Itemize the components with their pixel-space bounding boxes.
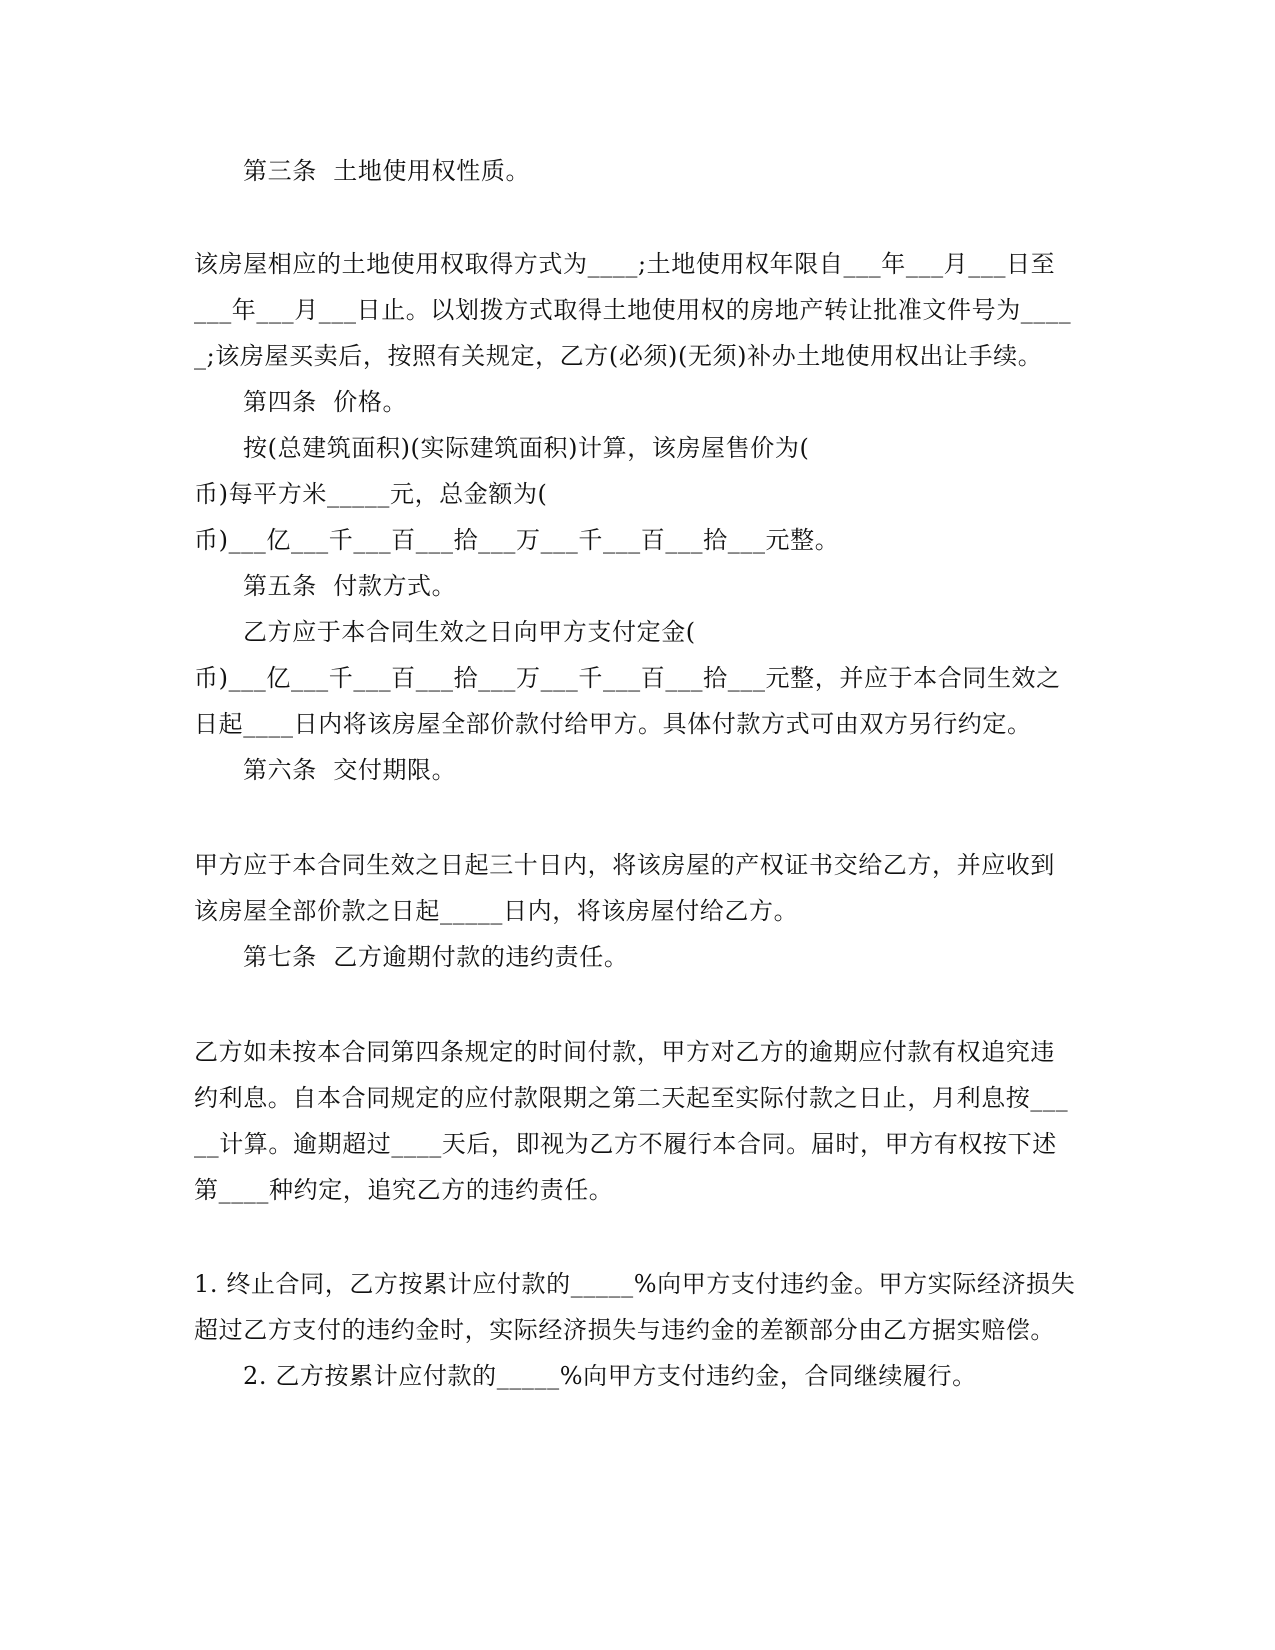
clause-1-line-2: 超过乙方支付的违约金时，实际经济损失与违约金的差额部分由乙方据实赔偿。 [194,1316,1055,1344]
article-3-line-1: 该房屋相应的土地使用权取得方式为____;土地使用权年限自___年___月___日至 [194,250,1056,278]
article-3-line-3: _;该房屋买卖后，按照有关规定，乙方(必须)(无须)补办土地使用权出让手续。 [194,342,1043,370]
article-4-line-1: 按(总建筑面积)(实际建筑面积)计算，该房屋售价为( [243,434,810,462]
article-4-line-2: 币)每平方米_____元，总金额为( [194,480,548,508]
article-5-line-2: 币)___亿___千___百___拾___万___千___百___拾___元整，并应于本合同生效之 [194,664,1061,692]
article-7-line-4: 第____种约定，追究乙方的违约责任。 [194,1176,614,1204]
article-6-line-2: 该房屋全部价款之日起_____日内，将该房屋付给乙方。 [194,897,799,925]
article-7-line-3: __计算。逾期超过____天后，即视为乙方不履行本合同。届时，甲方有权按下述 [194,1130,1057,1158]
clause-2-line-1: 2. 乙方按累计应付款的_____%向甲方支付违约金，合同继续履行。 [243,1362,977,1390]
article-7-line-1: 乙方如未按本合同第四条规定的时间付款，甲方对乙方的逾期应付款有权追究违 [194,1038,1055,1066]
article-3-line-2: ___年___月___日止。以划拨方式取得土地使用权的房地产转让批准文件号为____ [194,296,1072,324]
article-5-heading: 第五条 付款方式。 [243,572,457,600]
article-4-line-3: 币)___亿___千___百___拾___万___千___百___拾___元整。 [194,526,840,554]
article-5-line-3: 日起____日内将该房屋全部价款付给甲方。具体付款方式可由双方另行约定。 [194,710,1032,738]
article-6-heading: 第六条 交付期限。 [243,756,457,784]
article-7-heading: 第七条 乙方逾期付款的违约责任。 [243,943,629,971]
article-5-line-1: 乙方应于本合同生效之日向甲方支付定金( [243,618,696,646]
article-7-line-2: 约利息。自本合同规定的应付款限期之第二天起至实际付款之日止，月利息按___ [194,1084,1069,1112]
clause-1-line-1: 1. 终止合同，乙方按累计应付款的_____%向甲方支付违约金。甲方实际经济损失 [194,1270,1076,1298]
article-3-heading: 第三条 土地使用权性质。 [243,157,531,185]
article-4-heading: 第四条 价格。 [243,388,408,416]
article-6-line-1: 甲方应于本合同生效之日起三十日内，将该房屋的产权证书交给乙方，并应收到 [194,851,1055,879]
